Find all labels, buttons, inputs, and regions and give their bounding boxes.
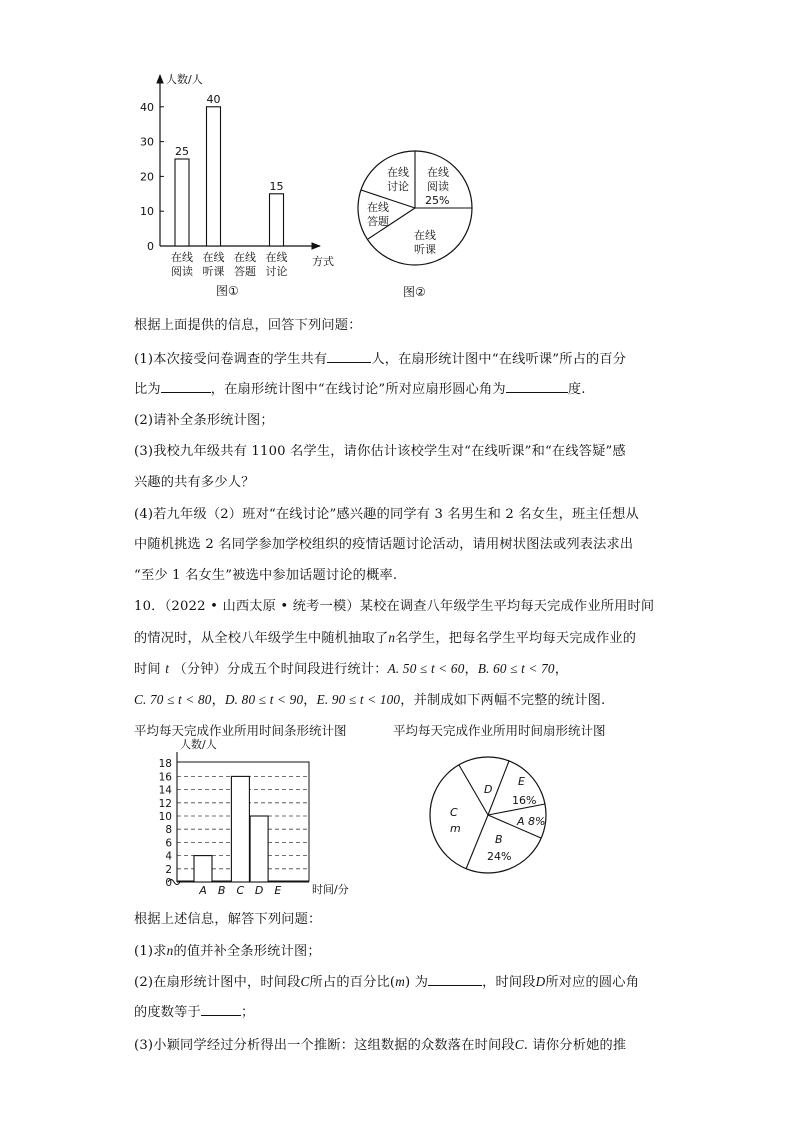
x-category-label: 讨论 xyxy=(265,265,288,278)
x-category-label: 答题 xyxy=(234,265,256,278)
x-category-label: 在线 xyxy=(265,251,288,264)
slice-label: 阅读 xyxy=(427,180,449,193)
bar xyxy=(175,159,189,246)
figure4-pie-chart xyxy=(428,754,560,876)
x-category-label: B xyxy=(217,884,226,897)
y-tick-label: 8 xyxy=(165,824,172,837)
slice-label: A 8% xyxy=(517,815,546,828)
q10-line2: 的情况时，从全校八年级学生中随机抽取了n名学生，把每名学生平均每天完成作业的 xyxy=(134,630,637,646)
answer-blank[interactable] xyxy=(201,1003,241,1016)
x-category-label: 阅读 xyxy=(171,265,193,278)
figure3-bar-chart xyxy=(134,732,364,898)
q9-part2: (2)请补全条形统计图； xyxy=(134,413,274,428)
slice-label: C xyxy=(450,806,458,819)
x-axis-label: 方式 xyxy=(312,255,334,268)
x-category-label: 听课 xyxy=(202,265,225,278)
bar xyxy=(270,194,284,246)
q10-line3: 时间 t （分钟）分成五个时间段进行统计：A. 50 ≤ t < 60，B. 60 ≤ t < 70， xyxy=(134,661,569,677)
y-tick-label: 30 xyxy=(140,135,154,149)
y-tick-label: 0 xyxy=(165,877,172,889)
y-axis-label: 人数/人 xyxy=(166,73,203,86)
bar-value-label: 40 xyxy=(206,92,221,106)
y-tick-label: 6 xyxy=(165,837,172,850)
slice-label: m xyxy=(450,822,461,835)
bar-value-label: 15 xyxy=(269,179,284,193)
y-tick-label: 10 xyxy=(158,811,172,823)
bar xyxy=(231,776,249,882)
slice-value: 25% xyxy=(425,194,450,207)
q9-part1-line2: 比为 ，在扇形统计图中“在线讨论”所对应扇形圆心角为 度. xyxy=(134,382,586,397)
slice-label: 在线 xyxy=(387,166,409,179)
answer-blank[interactable] xyxy=(428,973,482,986)
x-category-label: 在线 xyxy=(234,251,256,264)
slice-label: E xyxy=(518,775,525,788)
x-category-label: E xyxy=(274,884,282,897)
q10b-part2-line2: 的度数等于 ； xyxy=(134,1005,255,1020)
x-category-label: A xyxy=(199,884,207,897)
figure3-title: 平均每天完成作业所用时间条形统计图 xyxy=(134,723,347,738)
q10b-intro: 根据上述信息，解答下列问题： xyxy=(134,912,322,927)
figure1-bar-chart xyxy=(140,70,340,302)
q10b-part3: (3)小颖同学经过分析得出一个推断：这组数据的众数落在时间段C. 请你分析她的推 xyxy=(134,1037,627,1053)
pie-divider xyxy=(466,815,488,869)
slice-label: 在线 xyxy=(367,201,389,214)
bar-value-label: 25 xyxy=(175,145,189,158)
x-category-label: D xyxy=(254,884,264,897)
figure4-title: 平均每天完成作业所用时间扇形统计图 xyxy=(393,723,606,738)
y-tick-label: 16 xyxy=(158,771,172,784)
y-tick-label: 2 xyxy=(165,863,172,876)
y-tick-label: 4 xyxy=(165,850,172,863)
slice-label: B xyxy=(495,833,503,846)
q9-intro: 根据上面提供的信息，回答下列问题： xyxy=(134,318,362,333)
y-tick-label: 40 xyxy=(140,100,154,114)
x-axis-label: 时间/分 xyxy=(312,883,349,896)
figure1-caption: 图① xyxy=(216,284,239,298)
x-category-label: 在线 xyxy=(171,251,193,264)
answer-blank[interactable] xyxy=(327,350,371,363)
q9-part3-line1: (3)我校九年级共有 1100 名学生，请你估计该校学生对“在线听课”和“在线答疑”感 xyxy=(134,444,626,459)
x-category-label: 在线 xyxy=(202,251,225,264)
answer-blank[interactable] xyxy=(506,380,568,393)
y-tick-label: 0 xyxy=(147,240,154,253)
slice-value: 24% xyxy=(487,850,512,863)
y-tick-label: 18 xyxy=(158,758,172,771)
slice-label: 答题 xyxy=(367,215,389,228)
figure2-caption: 图② xyxy=(403,285,426,299)
slice-value: 16% xyxy=(512,794,537,807)
y-tick-label: 14 xyxy=(158,784,172,797)
y-tick-label: 10 xyxy=(140,205,154,219)
q10b-part2-line1: (2)在扇形统计图中，时间段C所占的百分比(m) 为 ，时间段D所对应的圆心角 xyxy=(134,974,640,990)
q10-line4: C. 70 ≤ t < 80，D. 80 ≤ t < 90，E. 90 ≤ t < 100，并制成如下两幅不完整的统计图. xyxy=(134,692,606,708)
slice-label: 在线 xyxy=(414,229,436,242)
answer-blank[interactable] xyxy=(161,380,211,393)
q9-part4-line1: (4)若九年级（2）班对“在线讨论”感兴趣的同学有 3 名男生和 2 名女生，班主任想从 xyxy=(134,507,639,522)
q9-part4-line2: 中随机挑选 2 名同学参加学校组织的疫情话题讨论活动，请用树状图法或列表法求出 xyxy=(134,537,634,552)
q10-line1: 10．（2022 • 山西太原 • 统考一模）某校在调查八年级学生平均每天完成作业所用时间 xyxy=(134,599,655,614)
slice-label: 讨论 xyxy=(387,180,409,193)
q9-part1-line1: (1)本次接受问卷调查的学生共有 人，在扇形统计图中“在线听课”所占的百分 xyxy=(134,352,627,367)
bar xyxy=(250,816,268,882)
y-tick-label: 12 xyxy=(158,797,172,810)
y-axis-label: 人数/人 xyxy=(180,738,217,751)
slice-label: 在线 xyxy=(427,166,449,179)
x-category-label: C xyxy=(236,884,245,897)
slice-label: 听课 xyxy=(414,243,436,256)
bar xyxy=(207,107,221,246)
slice-label: D xyxy=(484,783,493,796)
bar xyxy=(194,856,212,882)
q9-part3-line2: 兴趣的共有多少人？ xyxy=(134,475,255,490)
figure2-pie-chart xyxy=(350,150,490,300)
q9-part4-line3: “至少 1 名女生”被选中参加话题讨论的概率. xyxy=(134,568,398,583)
y-tick-label: 20 xyxy=(140,170,154,184)
q10b-part1: (1)求n的值并补全条形统计图； xyxy=(134,943,321,959)
